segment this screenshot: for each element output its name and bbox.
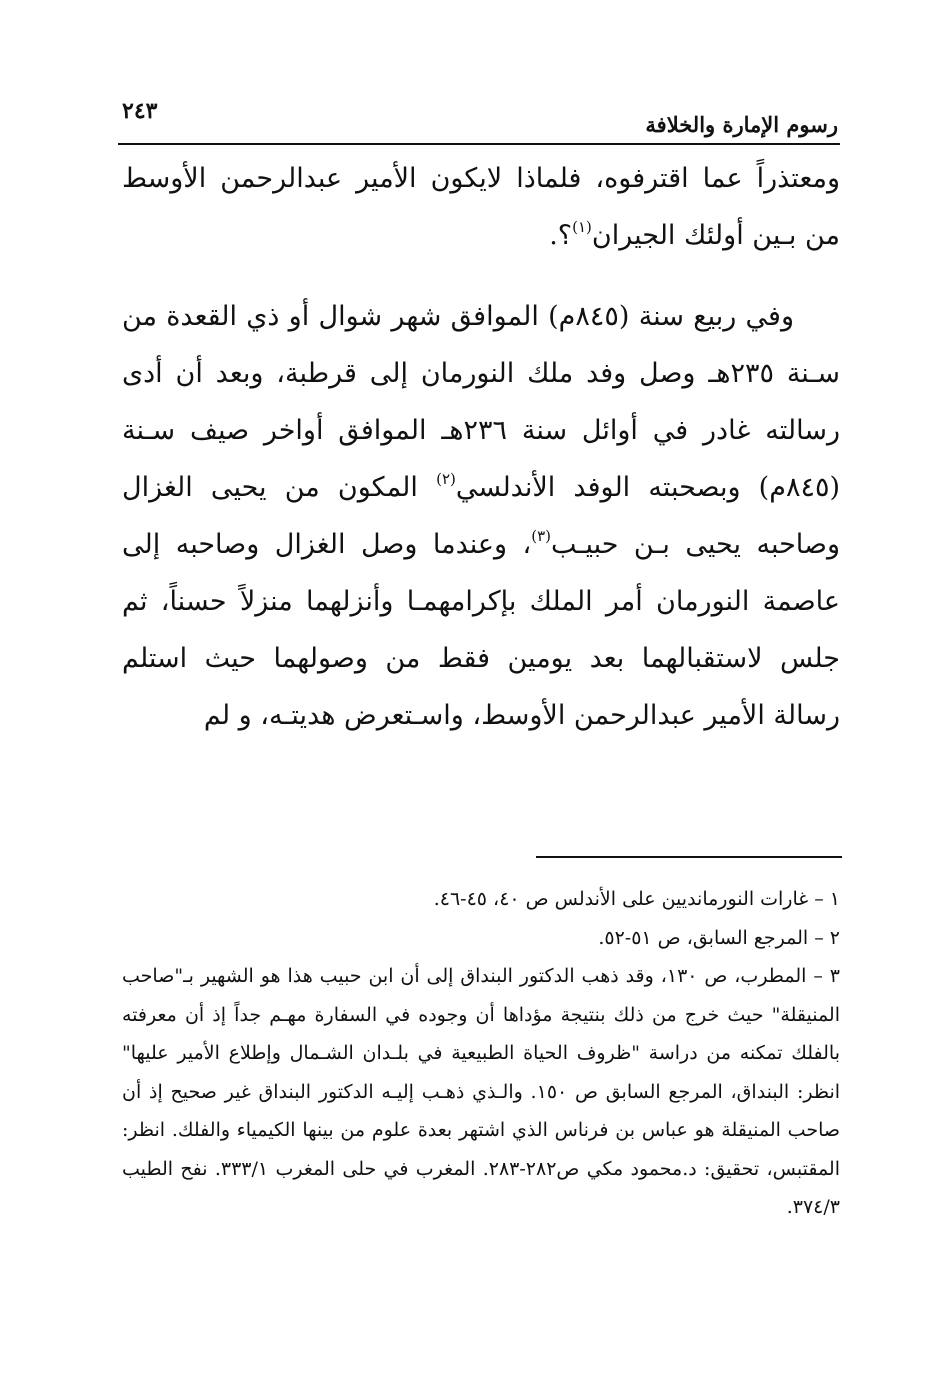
page-number: ٢٤٣ xyxy=(122,98,158,124)
footnote-3: ٣ – المطرب، ص ١٣٠، وقد ذهب الدكتور البنداق إلى أن ابن حبيب هذا هو الشهير بـ"صاحب المنيقلة" حيث خرج من ذلك بنتيجة مؤداها أن وجوده في السفارة مهـم جداً إذ أن معرفته بالفلك تمكنه من دراسة "ظروف الحياة الطبيعية في بلـدان الشـمال وإطلاع الأمير عليها" انظر: البنداق، المرجع السابق ص ١٥٠. والـذي ذهـب إليـه الدكتور البنداق غير صحيح إذ أن صاحب المنيقلة هو عباس بن فرناس الذي اشتهر بعدة علوم من بينها الكيمياء والفلك. انظر: المقتبس، تحقيق: د.محمود مكي ص٢٨٢-٢٨٣. المغرب في حلى المغرب ٣٣٣/١. نفح الطيب ٣٧٤/٣. xyxy=(122,965,841,1218)
paragraph-1-text: ومعتذراً عما اقترفوه، فلماذا لايكون الأمير عبدالرحمن الأوسط من بـين أولئك الجيران xyxy=(122,163,840,251)
paragraph-2-part-3: ، وعندما وصل الغزال وصاحبه إلى عاصمة النورمان أمر الملك بإكرامهمـا وأنزلهما منزلاً حسناً، ثم جلس لاستقبالهما بعد يومين فقط من وصولهما حيث استلم رسالة الأمير عبدالرحمن الأوسط، واسـتعرض هديتـه، و لم xyxy=(122,529,840,731)
footnote-rule xyxy=(536,856,842,858)
footnote-ref-3[interactable]: (٣) xyxy=(531,527,552,545)
paragraph-1-end: ؟. xyxy=(549,220,573,251)
paragraph-1 xyxy=(122,150,840,264)
footnote-2: ٢ – المرجع السابق، ص ٥١-٥٢. xyxy=(598,926,840,949)
footnote-ref-1[interactable]: (١) xyxy=(572,218,592,236)
paragraph-2-part-2: المكون من يحيى الغزال وصاحبه يحيى بـن حبيـب xyxy=(122,472,840,560)
footnote-ref-2[interactable]: (٢) xyxy=(436,470,456,488)
footnotes xyxy=(122,880,840,1227)
running-title: رسوم الإمارة والخلافة xyxy=(645,112,838,137)
header-rule xyxy=(118,143,840,145)
paragraph-2-part-1: وفي ربيع سنة (٨٤٥م) الموافق شهر شوال أو ذي القعدة من سـنة ٢٣٥هـ وصل وفد ملك النورمان إلى قرطبة، وبعد أن أدى رسالته غادر في أوائل سنة ٢٣٦هـ الموافق أواخر صيف سـنة (٨٤٥م) وبصحبته الوفد الأندلسي xyxy=(122,301,840,503)
footnote-1: ١ – غارات النورمانديين على الأندلس ص ٤٠، ٤٥-٤٦. xyxy=(433,888,840,910)
paragraph-2 xyxy=(122,288,840,744)
main-text xyxy=(122,150,840,744)
